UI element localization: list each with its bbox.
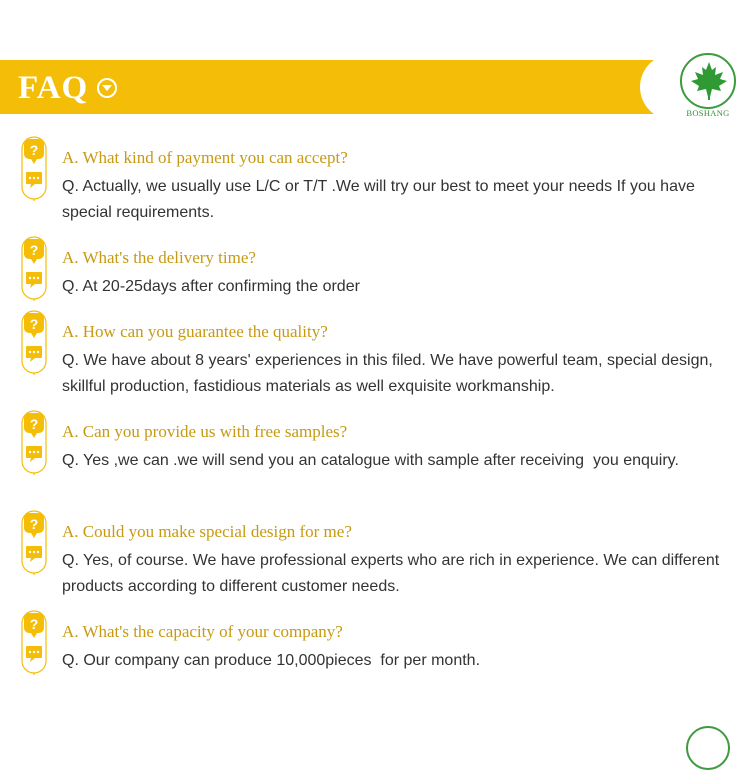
svg-text:?: ?: [29, 242, 39, 258]
faq-title: FAQ: [18, 70, 89, 106]
faq-question-text: Q. At 20-25days after confirming the order: [62, 278, 360, 295]
faq-question-text: Q. Our company can produce 10,000pieces for per month.: [62, 652, 481, 669]
question-chat-icon: [19, 236, 49, 307]
svg-text:?: ?: [29, 516, 39, 532]
faq-question-text: Q. We have about 8 years' experiences in this filed. We have powerful team, special design, skillful production, fastidious materials as well exquisite workmanship.: [62, 352, 718, 395]
faq-answer-heading: A. Can you provide us with free samples?: [62, 422, 348, 441]
faq-answer-heading: A. What's the delivery time?: [62, 248, 256, 267]
faq-question-text: Q. Actually, we usually use L/C or T/T .We will try our best to meet your needs If you have special requirements.: [62, 178, 700, 221]
faq-answer-heading: A. How can you guarantee the quality?: [62, 322, 328, 341]
faq-question-text: Q. Yes ,we can .we will send you an catalogue with sample after receiving you enquiry.: [62, 452, 679, 469]
question-chat-icon: [19, 410, 49, 481]
svg-text:?: ?: [29, 316, 39, 332]
faq-question-text: Q. Yes, of course. We have professional experts who are rich in experience. We can different products according to different customer needs.: [62, 552, 724, 595]
svg-text:?: ?: [29, 616, 39, 632]
question-chat-icon: [19, 610, 49, 681]
question-chat-icon: [19, 136, 49, 207]
chevron-down-circle-icon[interactable]: [97, 78, 117, 98]
svg-text:?: ?: [29, 416, 39, 432]
faq-answer-heading: A. Could you make special design for me?: [62, 522, 352, 541]
maple-leaf-icon: [690, 61, 728, 101]
question-chat-icon: [19, 310, 49, 381]
faq-answer-heading: A. What's the capacity of your company?: [62, 622, 343, 641]
faq-answer-heading: A. What kind of payment you can accept?: [62, 148, 348, 167]
brand-name: BOSHANG: [686, 108, 730, 118]
svg-text:?: ?: [29, 142, 39, 158]
question-chat-icon: [19, 510, 49, 581]
brand-logo: [680, 53, 736, 109]
